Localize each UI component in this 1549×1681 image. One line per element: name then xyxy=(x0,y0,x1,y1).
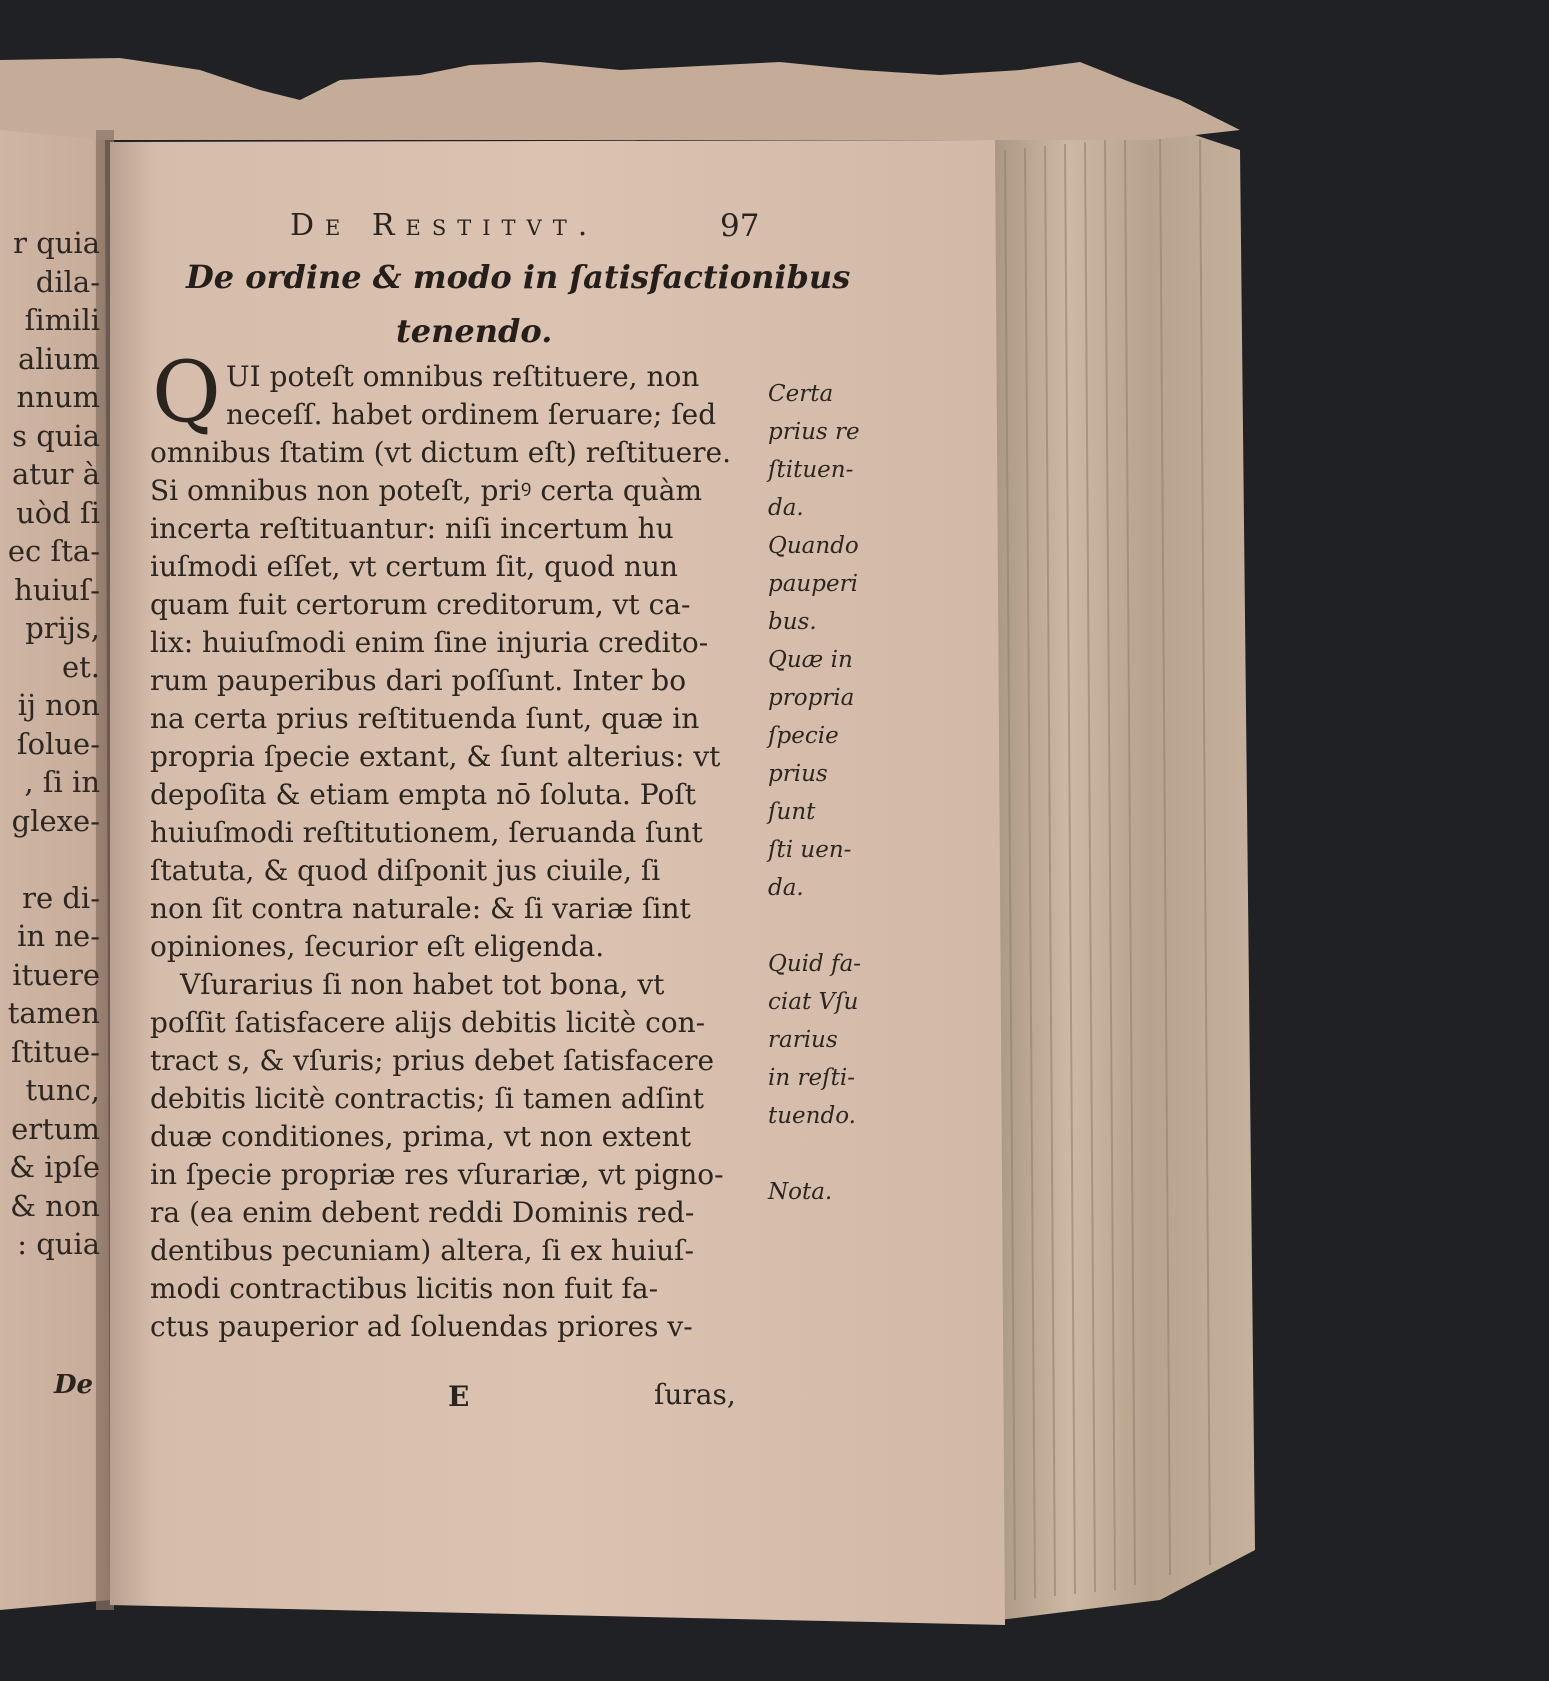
margin-note: bus. xyxy=(768,609,817,635)
text-line: ra (ea enim debent reddi Dominis red- xyxy=(150,1196,695,1229)
margin-note: tuendo. xyxy=(768,1103,856,1129)
margin-note: Quid fa- xyxy=(768,951,862,977)
left-page-line: in ne- xyxy=(17,919,100,953)
text-line: na certa prius reſtituenda ſunt, quæ in xyxy=(150,702,700,735)
left-page-line: tunc, xyxy=(25,1073,100,1107)
left-page-line: ſimili xyxy=(24,303,100,337)
left-page-line: ec ſta- xyxy=(7,534,100,568)
margin-note: ſtituen- xyxy=(768,457,854,483)
margin-note: pauperi xyxy=(768,571,858,597)
left-page-text xyxy=(0,225,100,1325)
left-page-line: ſtitue- xyxy=(11,1034,100,1069)
text-line: UI poteſt omnibus reſtituere, non xyxy=(226,360,700,393)
left-page-line: atur à xyxy=(12,457,100,491)
left-page-line: glexe- xyxy=(11,803,100,838)
left-catchword: De xyxy=(54,1370,94,1400)
text-line: debitis licitè contractis; ſi tamen adſint xyxy=(150,1082,705,1115)
section-title: De ordine & modo in ſatisfactionibus xyxy=(186,258,851,296)
text-line: Vſurarius ſi non habet tot bona, vt xyxy=(180,968,665,1001)
text-line: dentibus pecuniam) altera, ſi ex huiuſ- xyxy=(150,1234,694,1267)
text-line: depoſita & etiam empta nō ſoluta. Poſt xyxy=(150,778,696,811)
margin-note: da. xyxy=(768,875,804,901)
left-page-line: s quia xyxy=(12,418,100,453)
text-line: ſtatuta, & quod diſponit jus ciuile, ſi xyxy=(150,854,661,887)
margin-note: prius re xyxy=(768,419,860,445)
text-line: incerta reſtituantur: niſi incertum hu xyxy=(150,512,674,545)
left-page-line: ituere xyxy=(12,957,100,992)
catchword: ſuras, xyxy=(654,1378,736,1411)
torn-top-edge xyxy=(0,58,1240,140)
text-line: lix: huiuſmodi enim ſine injuria credito- xyxy=(150,626,709,659)
margin-note: prius xyxy=(768,761,828,787)
margin-note: ciat Vſu xyxy=(768,989,859,1015)
section-title-continued: tenendo. xyxy=(396,312,553,350)
margin-note: in reſti- xyxy=(768,1065,855,1091)
left-page-line: uòd ſi xyxy=(16,495,100,530)
left-page-line: ij non xyxy=(17,688,100,722)
text-line: in ſpecie propriæ res vſurariæ, vt pigno- xyxy=(150,1158,724,1191)
running-head: De Restitvt. xyxy=(290,208,599,243)
margin-note: Quæ in xyxy=(768,647,853,673)
margin-note: Certa xyxy=(768,381,834,407)
text-line: rum pauperibus dari poſſunt. Inter bo xyxy=(150,664,687,697)
margin-note: da. xyxy=(768,495,804,521)
left-page-line: & non xyxy=(10,1188,100,1223)
left-page-line: huiuſ- xyxy=(14,572,100,607)
margin-note: ſunt xyxy=(768,799,816,825)
text-line: duæ conditiones, prima, vt non extent xyxy=(150,1120,692,1153)
left-page-line: tamen xyxy=(7,996,100,1030)
drop-cap: Q xyxy=(152,343,221,441)
text-line: ctus pauperior ad ſoluendas priores v- xyxy=(150,1310,693,1343)
left-page-line: r quia xyxy=(13,226,100,260)
left-page-line: re di- xyxy=(22,880,100,915)
text-line: huiuſmodi reſtitutionem, ſeruanda ſunt xyxy=(150,816,703,849)
text-line: tract s, & vſuris; prius debet ſatisfacere xyxy=(150,1044,715,1077)
text-line: Si omnibus non poteſt, priꝰ certa quàm xyxy=(150,474,703,507)
page-number: 97 xyxy=(720,208,760,244)
left-page-line: nnum xyxy=(16,380,100,414)
text-line: quam fuit certorum creditorum, vt ca- xyxy=(150,588,691,621)
margin-note: Quando xyxy=(768,533,859,559)
left-page-line: dila- xyxy=(35,264,100,299)
text-line: opiniones, ſecurior eſt eligenda. xyxy=(150,930,605,963)
left-page-line: alium xyxy=(17,341,100,376)
left-page-line: prijs, xyxy=(25,611,100,645)
text-line: non ſit contra naturale: & ſi variæ ſint xyxy=(150,892,691,925)
margin-note: ſpecie xyxy=(768,723,839,749)
text-line: omnibus ſtatim (vt dictum eſt) reſtituere. xyxy=(150,436,732,469)
text-line: iuſmodi eſſet, vt certum ſit, quod nun xyxy=(150,550,678,583)
text-line: propria ſpecie extant, & ſunt alterius: vt xyxy=(150,740,721,773)
left-page-line: : quia xyxy=(17,1227,100,1261)
left-page-line: ſolue- xyxy=(16,726,100,761)
margin-note: ſti uen- xyxy=(768,837,852,863)
text-line: poſſit ſatisfacere alijs debitis licitè con- xyxy=(150,1006,706,1039)
margin-note: Nota. xyxy=(768,1179,833,1205)
left-page-line: , ſi in xyxy=(24,765,100,799)
signature-mark: E xyxy=(448,1380,470,1413)
margin-note: propria xyxy=(768,685,855,711)
text-line: modi contractibus licitis non fuit fa- xyxy=(150,1272,659,1305)
left-page-line: & ipſe xyxy=(9,1150,100,1184)
margin-note: rarius xyxy=(768,1027,838,1053)
left-page-line: ertum xyxy=(11,1111,100,1146)
left-page-line: et. xyxy=(61,649,100,684)
text-line: neceſſ. habet ordinem ſeruare; ſed xyxy=(226,398,717,431)
